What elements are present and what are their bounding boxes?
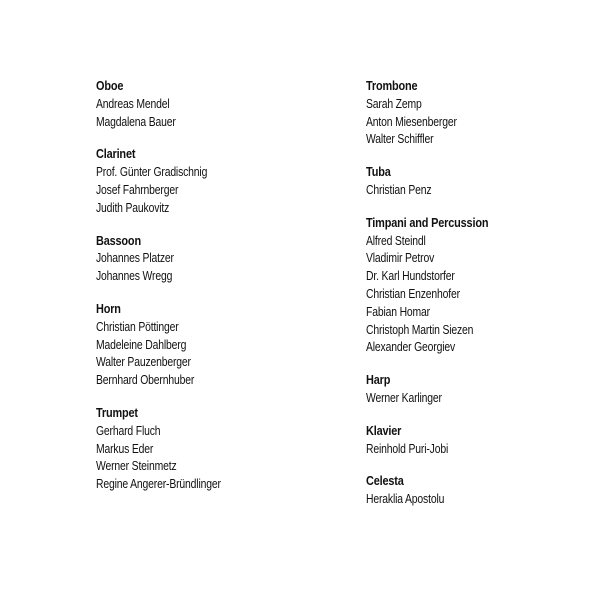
section-heading: Klavier xyxy=(366,422,402,438)
instrument-section xyxy=(366,77,600,148)
musician-name: Christian Enzenhofer xyxy=(366,285,460,301)
musician-name: Fabian Homar xyxy=(366,303,430,319)
instrument-section xyxy=(366,422,600,458)
musician-name: Regine Angerer-Bründlinger xyxy=(96,476,221,492)
musician-name: Heraklia Apostolu xyxy=(366,491,445,507)
musician-name: Christian Penz xyxy=(366,181,432,197)
musician-name: Walter Schiffler xyxy=(366,131,434,147)
musician-name: Alfred Steindl xyxy=(366,232,426,248)
musician-name: Gerhard Fluch xyxy=(96,422,161,438)
instrument-section xyxy=(96,300,346,389)
musician-name: Alexander Georgiev xyxy=(366,339,456,355)
musician-name: Madeleine Dahlberg xyxy=(96,336,187,352)
instrument-section xyxy=(96,404,346,493)
musician-name: Werner Karlinger xyxy=(366,389,442,405)
instrument-section xyxy=(366,214,600,356)
musician-name: Anton Miesenberger xyxy=(366,113,457,129)
section-heading: Oboe xyxy=(96,78,124,93)
musician-name: Bernhard Obernhuber xyxy=(96,372,195,388)
instrument-section xyxy=(96,145,346,216)
section-heading: Clarinet xyxy=(96,146,136,162)
instrument-section xyxy=(366,371,600,407)
musician-name: Werner Steinmetz xyxy=(96,458,177,474)
right-column xyxy=(366,77,600,523)
musician-name: Josef Fahrnberger xyxy=(96,181,179,197)
musician-name: Judith Paukovitz xyxy=(96,199,170,215)
instrument-section xyxy=(366,472,600,508)
musician-name: Dr. Karl Hundstorfer xyxy=(366,268,455,284)
musician-name: Vladimir Petrov xyxy=(366,250,435,266)
musician-name: Andreas Mendel xyxy=(96,95,170,111)
musician-name: Christoph Martin Siezen xyxy=(366,321,474,337)
musician-name: Reinhold Puri-Jobi xyxy=(366,440,449,456)
section-heading: Horn xyxy=(96,300,121,316)
section-heading: Tuba xyxy=(366,164,391,180)
musician-name: Johannes Wregg xyxy=(96,268,173,284)
section-heading: Timpani and Percussion xyxy=(366,214,489,230)
instrument-section xyxy=(366,163,600,199)
musician-name: Magdalena Bauer xyxy=(96,113,176,129)
musician-name: Walter Pauzenberger xyxy=(96,354,191,370)
musician-name: Prof. Günter Gradischnig xyxy=(96,164,208,180)
section-heading: Bassoon xyxy=(96,232,141,248)
section-heading: Trombone xyxy=(366,78,418,93)
instrument-section xyxy=(96,232,346,285)
section-heading: Trumpet xyxy=(96,404,138,420)
musician-name: Sarah Zemp xyxy=(366,95,422,111)
musician-name: Markus Eder xyxy=(96,440,154,456)
musician-name: Johannes Platzer xyxy=(96,250,174,266)
left-column xyxy=(96,77,346,508)
section-heading: Harp xyxy=(366,372,391,388)
musician-name: Christian Pöttinger xyxy=(96,318,179,334)
instrument-section xyxy=(96,77,346,130)
section-heading: Celesta xyxy=(366,473,404,489)
